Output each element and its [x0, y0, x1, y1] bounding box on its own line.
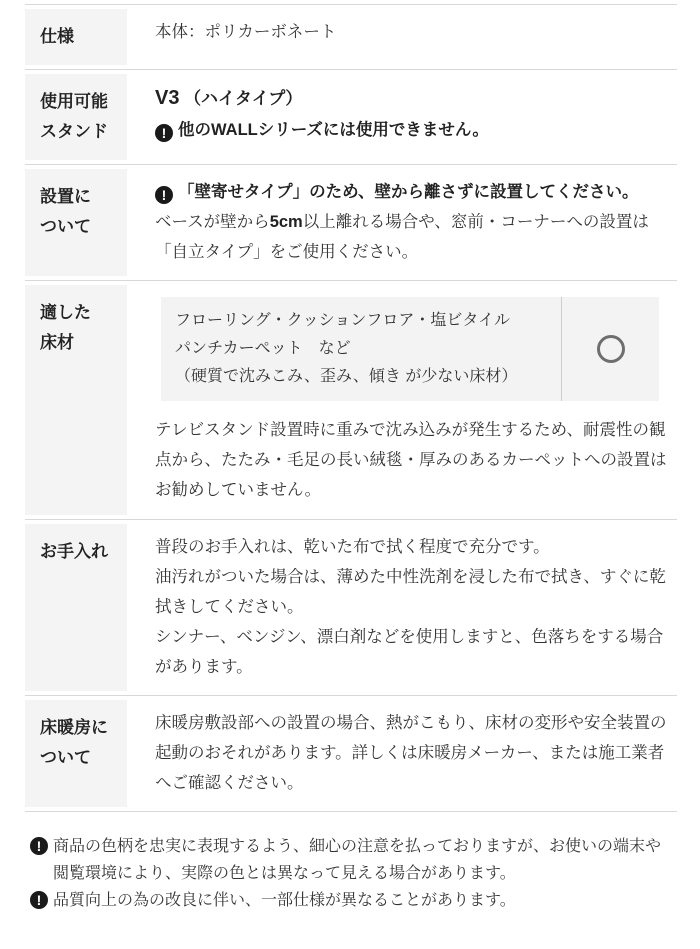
- row-label-text-line1: 床暖房に: [40, 718, 108, 737]
- row-label-text-line2: ついて: [40, 748, 91, 767]
- row-content: [127, 5, 677, 69]
- row-content: [127, 165, 677, 280]
- floor-type-line1: フローリング・クッションフロア・塩ビタイル: [175, 312, 511, 329]
- heating-paragraph: 床暖房敷設部への設置の場合、熱がこもり、床材の変形や安全装置の起動のおそれがあります。詳しくは床暖房メーカー、または施工業者へご確認ください。: [155, 714, 667, 792]
- row-label-text-line2: スタンド: [40, 122, 108, 141]
- row-label-text-line2: ついて: [40, 217, 91, 236]
- row-label-cell: [25, 5, 127, 69]
- row-label: [25, 285, 127, 515]
- spec-row-installation: [25, 164, 677, 280]
- alert-icon: !: [30, 891, 48, 909]
- product-spec-table: [25, 4, 677, 812]
- spec-row-suitable-floor: [25, 280, 677, 519]
- care-paragraph-1: 普段のお手入れは、乾いた布で拭く程度で充分です。: [155, 538, 550, 556]
- disclaimer-note-spec-change: [30, 887, 675, 914]
- suitable-floor-list: [161, 297, 562, 401]
- row-label: [25, 524, 127, 691]
- row-label-cell: [25, 696, 127, 811]
- disclaimer-notes: [30, 833, 675, 914]
- row-label: [25, 74, 127, 160]
- installation-body-measure: 5cm: [269, 213, 303, 231]
- row-content: [127, 520, 677, 695]
- row-label-text: 仕様: [40, 27, 74, 46]
- disclaimer-note-text: 品質向上の為の改良に伴い、一部仕様が異なることがあります。: [53, 892, 516, 909]
- floor-caution-paragraph: テレビスタンド設置時に重みで沈み込みが発生するため、耐震性の観点から、たたみ・毛足の長い絨毯・厚みのあるカーペットへの設置はお勧めしていません。: [155, 421, 667, 499]
- row-label-text-line1: 設置に: [40, 187, 91, 206]
- row-content: [127, 281, 677, 519]
- row-label: [25, 9, 127, 65]
- row-content: [127, 70, 677, 164]
- care-paragraph-3: シンナー、ベンジン、漂白剤などを使用しますと、色落ちをする場合があります。: [155, 628, 664, 676]
- installation-warning-text: 「壁寄せタイプ」のため、壁から離さずに設置してください。: [178, 183, 639, 201]
- circle-ok-mark: [597, 335, 625, 363]
- row-label-cell: [25, 520, 127, 695]
- row-label: [25, 169, 127, 276]
- row-label-cell: [25, 165, 127, 280]
- care-paragraph-2: 油汚れがついた場合は、薄めた中性洗剤を浸した布で拭き、すぐに乾拭きしてください。: [155, 568, 666, 616]
- spec-row-stand: [25, 69, 677, 164]
- row-label-text-line1: 使用可能: [40, 92, 108, 111]
- row-label-text: お手入れ: [40, 542, 108, 561]
- installation-warning-line: [155, 177, 677, 207]
- floor-type-line3: （硬質で沈みこみ、歪み、傾き が少ない床材）: [175, 368, 518, 385]
- suitability-mark-cell: [562, 297, 659, 401]
- stand-warning-line: [155, 115, 677, 145]
- row-label: [25, 700, 127, 807]
- spec-row-floor-heating: [25, 695, 677, 812]
- stand-model: V3: [155, 87, 180, 109]
- installation-body: [155, 207, 677, 267]
- stand-value-line: [155, 82, 677, 115]
- row-label-cell: [25, 70, 127, 164]
- installation-body-start: ベースが壁から: [155, 213, 270, 231]
- suitable-floor-box: [161, 297, 659, 401]
- alert-icon: !: [30, 837, 48, 855]
- row-label-text-line2: 床材: [40, 333, 74, 352]
- alert-icon: !: [155, 124, 173, 142]
- stand-type: （ハイタイプ）: [184, 89, 303, 108]
- stand-warning-text: 他のWALLシリーズには使用できません。: [178, 121, 489, 139]
- floor-type-line2: パンチカーペット など: [175, 340, 351, 357]
- disclaimer-note-color: [30, 833, 675, 887]
- material-value: 本体：ポリカーボネート: [155, 23, 337, 41]
- row-label-text-line1: 適した: [40, 303, 91, 322]
- spec-row-care: [25, 519, 677, 695]
- installation-body-end: 以上離れる場合や、窓前・コーナーへの設置は「自立タイプ」をご使用ください。: [155, 213, 649, 261]
- disclaimer-note-text: 商品の色柄を忠実に表現するよう、細心の注意を払っておりますが、お使いの端末や閲覧環境により、実際の色とは異なって見える場合があります。: [53, 838, 662, 882]
- alert-icon: !: [155, 186, 173, 204]
- row-content: [127, 696, 677, 811]
- row-label-cell: [25, 281, 127, 519]
- spec-row-material: [25, 4, 677, 69]
